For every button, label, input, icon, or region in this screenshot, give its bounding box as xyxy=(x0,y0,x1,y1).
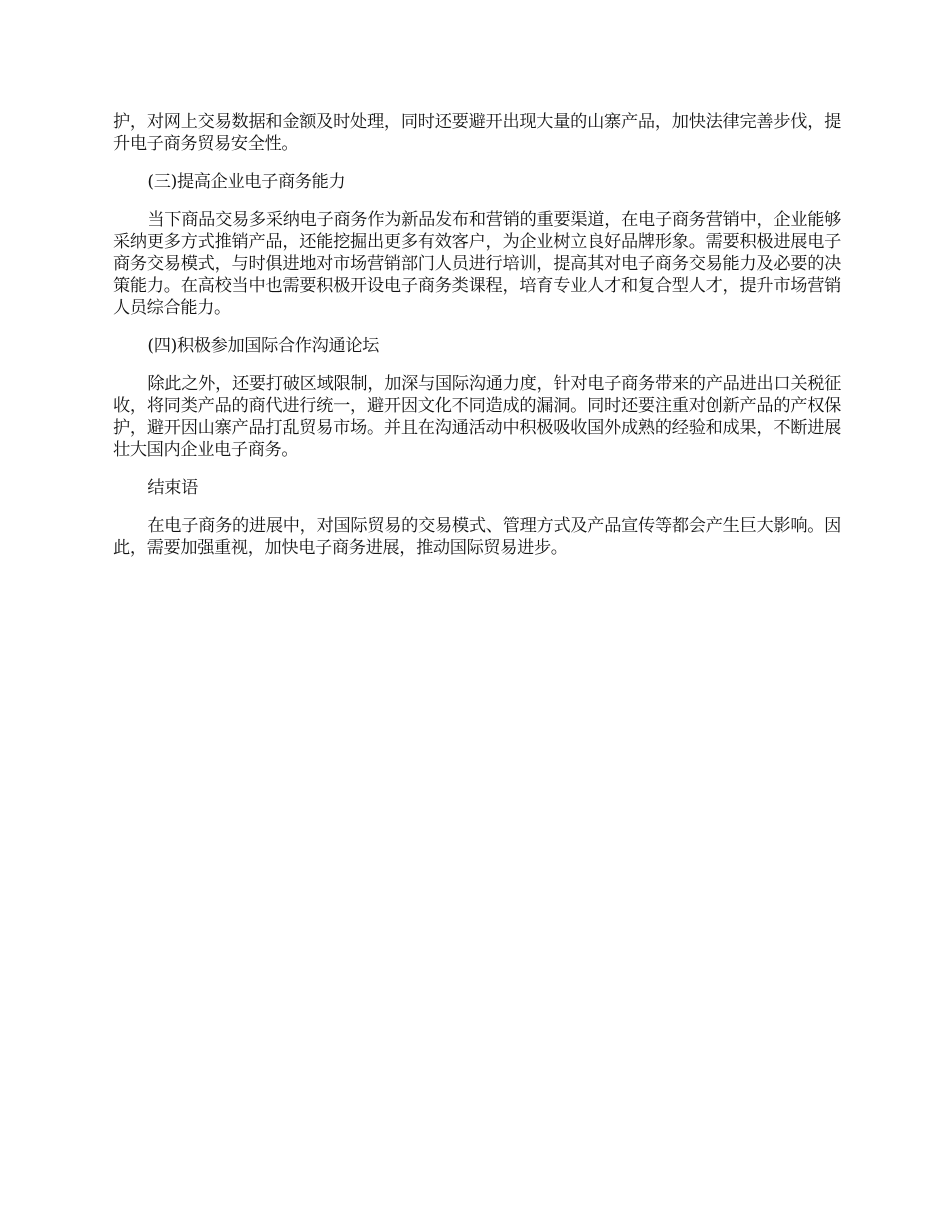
paragraph-international-cooperation: 除此之外，还要打破区域限制，加深与国际沟通力度，针对电子商务带来的产品进出口关税征收，将同类产品的商代进行统一，避开因文化不同造成的漏洞。同时还要注重对创新产品的产权保护，避开因山寨产品打乱贸易市场。并且在沟通活动中积极吸收国外成熟的经验和成果，不断进展壮大国内企业电子商务。 xyxy=(113,374,841,460)
paragraph-conclusion: 在电子商务的进展中，对国际贸易的交易模式、管理方式及产品宣传等都会产生巨大影响。因此，需要加强重视，加快电子商务进展，推动国际贸易进步。 xyxy=(113,516,841,558)
section-heading-conclusion: 结束语 xyxy=(147,478,198,498)
section-heading-three: (三)提高企业电子商务能力 xyxy=(147,172,346,192)
paragraph-enterprise-capability: 当下商品交易多采纳电子商务作为新品发布和营销的重要渠道，在电子商务营销中，企业能够采纳更多方式推销产品，还能挖掘出更多有效客户，为企业树立良好品牌形象。需要积极进展电子商务交易模式，与时俱进地对市场营销部门人员进行培训，提高其对电子商务交易能力及必要的决策能力。在高校当中也需要积极开设电子商务类课程，培育专业人才和复合型人才，提升市场营销人员综合能力。 xyxy=(113,210,841,318)
document-body xyxy=(113,111,841,575)
section-heading-four: (四)积极参加国际合作沟通论坛 xyxy=(147,336,379,356)
paragraph-continued: 护，对网上交易数据和金额及时处理，同时还要避开出现大量的山寨产品，加快法律完善步伐，提升电子商务贸易安全性。 xyxy=(113,112,841,154)
